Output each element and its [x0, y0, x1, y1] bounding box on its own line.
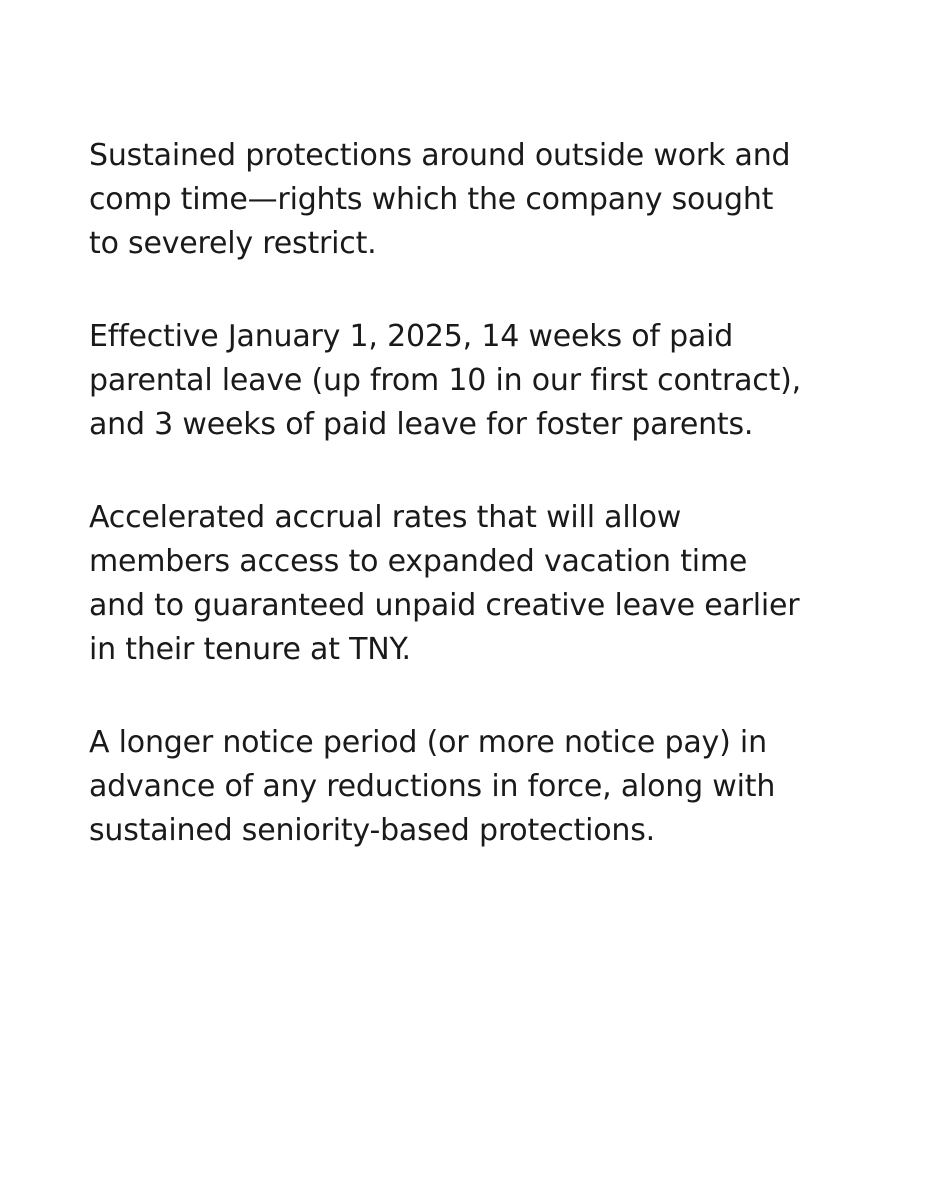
text-line: in their tenure at TNY. [89, 632, 411, 667]
text-line: Sustained protections around outside work and [89, 138, 791, 173]
text-line: members access to expanded vacation time [89, 544, 748, 579]
text-line: and 3 weeks of paid leave for foster parents. [89, 407, 754, 442]
text-line: Accelerated accrual rates that will allow [89, 500, 682, 535]
text-line: to severely restrict. [89, 226, 377, 261]
text-line: comp time—rights which the company sought [89, 182, 774, 217]
paragraph-parental-leave [89, 315, 889, 447]
paragraph-outside-work-protections [89, 134, 889, 266]
paragraph-notice-period [89, 721, 889, 853]
text-line: parental leave (up from 10 in our first contract), [89, 363, 801, 398]
text-line: A longer notice period (or more notice pay) in [89, 725, 767, 760]
text-line: sustained seniority-based protections. [89, 813, 655, 848]
text-line: advance of any reductions in force, along with [89, 769, 776, 804]
document-body [89, 134, 889, 853]
text-line: and to guaranteed unpaid creative leave earlier [89, 588, 800, 623]
paragraph-accrual-rates [89, 496, 889, 672]
text-line: Effective January 1, 2025, 14 weeks of paid [89, 319, 734, 354]
